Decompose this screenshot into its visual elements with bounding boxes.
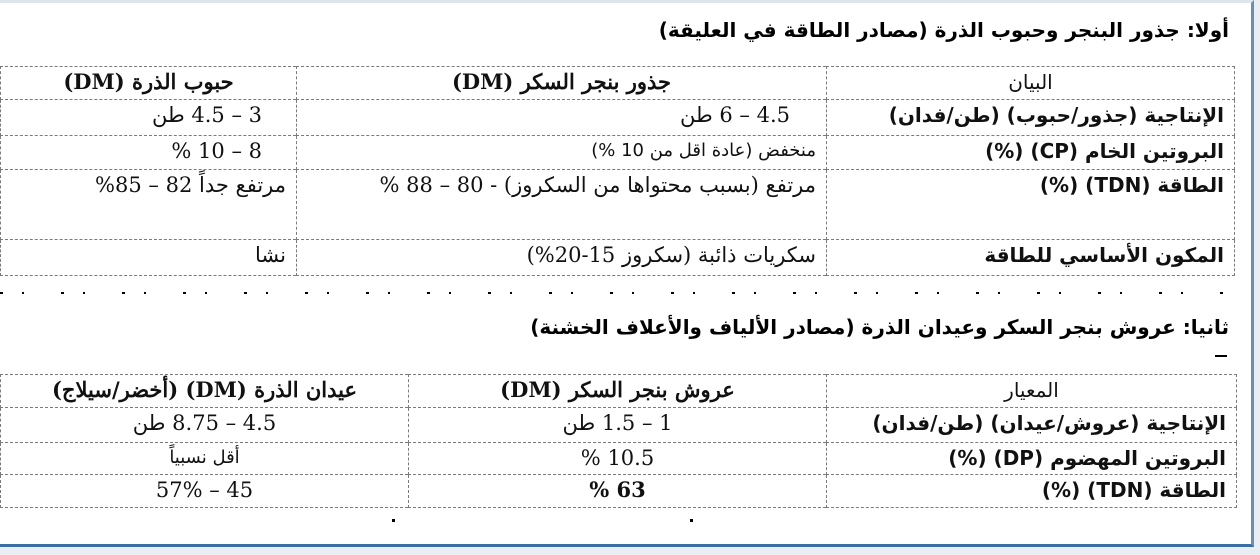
row-label: البروتين الخام (CP) (%) [827,136,1235,170]
fiber-sources-table [0,374,1237,508]
table-cell: نشا [1,240,297,276]
table-cell: 45 – 57% [1,475,409,508]
table-cell: منخفض (عادة اقل من 10 %) [297,136,827,170]
table-header-row [1,67,1235,100]
row-label: البروتين المهضوم (DP) (%) [827,443,1237,475]
table-cell: مرتفع جداً 82 – 85% [1,170,297,240]
table-cell: 4.5 – 6 طن [297,100,827,136]
header-corn-grain: حبوب الذرة (DM) [1,67,297,100]
energy-sources-table [0,66,1235,276]
row-label: الطاقة (TDN) (%) [827,170,1235,240]
table-cell: 4.5 – 8.75 طن [1,408,409,443]
header-beet-tops: عروش بنجر السكر (DM) [409,375,827,408]
stray-mark [1215,355,1227,357]
table-row [1,475,1237,508]
table-cell: 3 – 4.5 طن [1,100,297,136]
row-label: المكون الأساسي للطاقة [827,240,1235,276]
section2-heading: ثانيا: عروش بنجر السكر وعيدان الذرة (مصادر الألياف والأعلاف الخشنة) [530,315,1229,339]
table-cell: مرتفع (بسبب محتواها من السكروز) - 80 – 88 % [297,170,827,240]
row-label: الطاقة (TDN) (%) [827,475,1237,508]
section1-heading: أولا: جذور البنجر وحبوب الذرة (مصادر الطاقة في العليقة) [658,18,1229,42]
table-row [1,408,1237,443]
header-beet-roots: جذور بنجر السكر (DM) [297,67,827,100]
stray-mark [690,519,693,522]
table-cell: 10.5 % [409,443,827,475]
table-header-row [1,375,1237,408]
table-cell: أقل نسبياً [1,443,409,475]
row-label: الإنتاجية (جذور/حبوب) (طن/فدان) [827,100,1235,136]
header-criterion: المعيار [827,375,1237,408]
header-item: البيان [827,67,1235,100]
table-row [1,100,1235,136]
table-row [1,136,1235,170]
table-cell: 1 – 1.5 طن [409,408,827,443]
row-label: الإنتاجية (عروش/عيدان) (طن/فدان) [827,408,1237,443]
table-row [1,240,1235,276]
table-row [1,170,1235,240]
table-cell: سكريات ذائبة (سكروز 15-20%) [297,240,827,276]
stray-mark [392,519,395,522]
table-cell: 63 % [409,475,827,508]
table-row [1,443,1237,475]
table-cell: 8 – 10 % [1,136,297,170]
header-corn-stalks: عيدان الذرة (DM) (أخضر/سيلاج) [1,375,409,408]
cropped-text-line [0,289,1230,297]
